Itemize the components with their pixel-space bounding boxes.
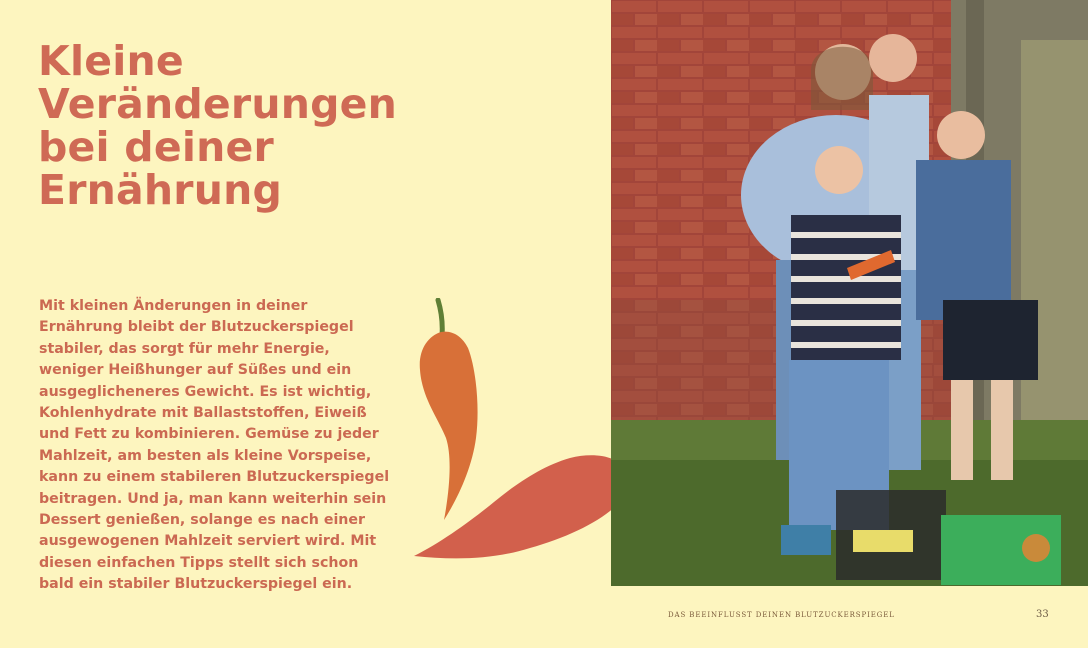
body-paragraph xyxy=(39,296,390,596)
family-photo xyxy=(611,0,1088,586)
body-line: Mahlzeit, am besten als kleine Vorspeise, xyxy=(39,447,372,464)
title-line: Veränderungen xyxy=(38,80,398,128)
title-line: Kleine xyxy=(38,37,184,85)
title-line: Ernährung xyxy=(38,166,283,214)
body-line: ausgeglicheneres Gewicht. Es ist wichtig, xyxy=(39,383,372,400)
page-number: 33 xyxy=(1036,609,1049,620)
body-line: Kohlenhydrate mit Ballaststoffen, Eiweiß xyxy=(39,405,367,422)
body-line: und Fett zu kombinieren. Gemüse zu jeder xyxy=(39,426,379,443)
body-line: Dessert genießen, solange es nach einer xyxy=(39,512,366,529)
body-line: beitragen. Und ja, man kann weiterhin sein xyxy=(39,490,387,507)
title-line: bei deiner xyxy=(38,123,274,171)
body-line: stabiler, das sorgt für mehr Energie, xyxy=(39,340,330,357)
body-line: diesen einfachen Tipps stellt sich schon xyxy=(39,554,359,571)
page-title xyxy=(38,37,458,214)
body-line: Ernährung bleibt der Blutzuckerspiegel xyxy=(39,319,354,336)
body-line: Mit kleinen Änderungen in deiner xyxy=(39,298,308,314)
body-line: kann zu einem stabileren Blutzuckerspiegel xyxy=(39,469,390,486)
body-line: weniger Heißhunger auf Süßes und ein xyxy=(39,362,352,379)
body-line: bald ein stabiler Blutzuckerspiegel ein. xyxy=(39,576,353,593)
body-line: ausgewogenen Mahlzeit serviert wird. Mit xyxy=(39,533,377,550)
running-title: DAS BEEINFLUSST DEINEN BLUTZUCKERSPIEGEL xyxy=(668,611,895,619)
